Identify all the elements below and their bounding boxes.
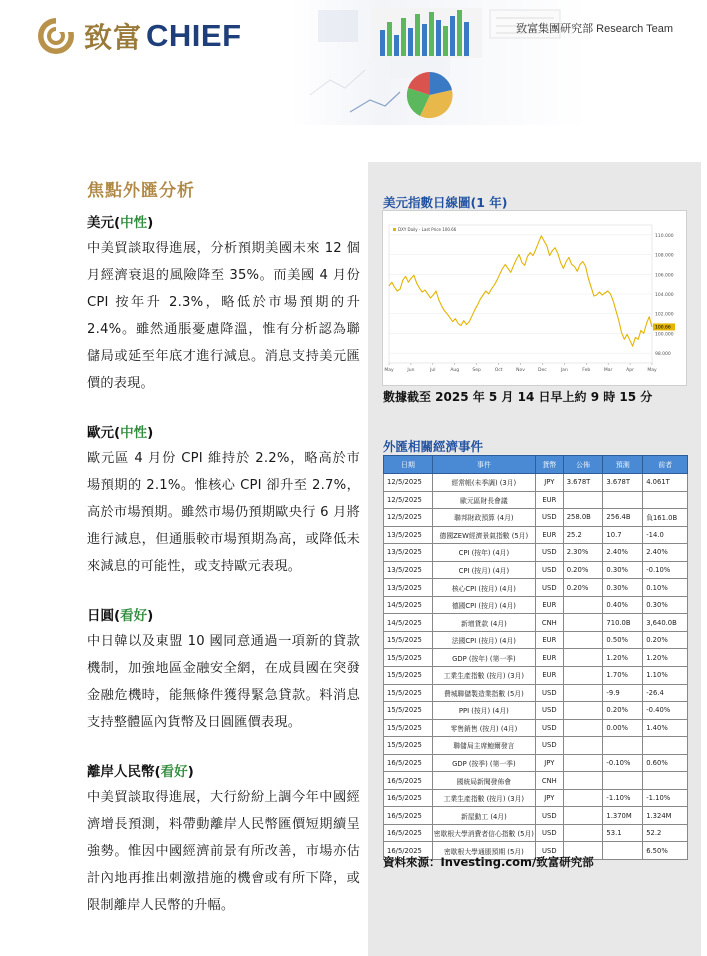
analysis-paragraph: 中日韓以及東盟 10 國同意通過一項新的貸款機制，加強地區金融安全網，在成員國在突發金融危機時，能無條件獲得緊急貸款。料消息支持整體區內貨幣及日圓匯價表現。 bbox=[87, 634, 360, 730]
table-cell: 新屋動工 (4月) bbox=[432, 807, 535, 825]
table-cell: 工業生產指數 (按月) (3月) bbox=[432, 789, 535, 807]
data-side-panel bbox=[368, 162, 701, 956]
table-cell: 1.20% bbox=[643, 649, 688, 667]
table-row bbox=[384, 702, 688, 720]
table-cell: -0.10% bbox=[603, 754, 643, 772]
table-cell: USD bbox=[535, 824, 563, 842]
x-tick-label: Mar bbox=[603, 368, 613, 373]
table-cell bbox=[563, 491, 603, 509]
table-row bbox=[384, 491, 688, 509]
table-cell: 密歇根大學消費者信心指數 (5月) bbox=[432, 824, 535, 842]
table-cell: 0.50% bbox=[603, 631, 643, 649]
table-cell: 52.2 bbox=[643, 824, 688, 842]
table-cell: 16/5/2025 bbox=[384, 842, 433, 860]
legend-swatch bbox=[393, 228, 396, 231]
table-cell bbox=[563, 754, 603, 772]
x-tick-label: May bbox=[647, 368, 657, 373]
table-cell bbox=[563, 824, 603, 842]
table-cell: USD bbox=[535, 544, 563, 562]
table-row bbox=[384, 684, 688, 702]
x-tick-label: Aug bbox=[450, 368, 460, 373]
analysis-paragraph: 歐元區 4 月份 CPI 維持於 2.2%，略高於市場預期的 2.1%。惟核心 CPI 卻升至 2.7%，高於市場預期。雖然市場仍預期歐央行 6 月將進行減息，但通脹較市場預期為高，或降低未來減息的可能性，或支持歐元表現。 bbox=[87, 451, 360, 574]
table-cell: 15/5/2025 bbox=[384, 684, 433, 702]
table-cell bbox=[563, 614, 603, 632]
table-cell: JPY bbox=[535, 474, 563, 492]
table-cell: 12/5/2025 bbox=[384, 491, 433, 509]
table-row bbox=[384, 789, 688, 807]
table-cell bbox=[563, 596, 603, 614]
table-row bbox=[384, 596, 688, 614]
table-cell: EUR bbox=[535, 596, 563, 614]
table-cell: 2.40% bbox=[643, 544, 688, 562]
table-cell: 13/5/2025 bbox=[384, 526, 433, 544]
analysis-paragraph: 中美貿談取得進展，大行紛紛上調今年中國經濟增長預測，料帶動離岸人民幣匯價短期續呈強勢。惟因中國經濟前景有所改善，市場亦估計內地再推出刺激措施的機會或有所下降，或限制離岸人民幣的升幅。 bbox=[87, 790, 360, 913]
economic-events-table bbox=[383, 455, 688, 860]
x-tick-label: Oct bbox=[494, 368, 503, 373]
y-tick-label: 102.000 bbox=[655, 312, 674, 318]
table-cell: 歐元區財長會議 bbox=[432, 491, 535, 509]
table-cell bbox=[563, 789, 603, 807]
table-cell: 258.0B bbox=[563, 509, 603, 527]
currency-name: 日圓 bbox=[87, 608, 114, 624]
column-header: 預測 bbox=[603, 456, 643, 474]
x-tick-label: Sep bbox=[472, 368, 481, 373]
currency-block-jpy bbox=[87, 606, 360, 736]
table-row bbox=[384, 649, 688, 667]
table-row bbox=[384, 719, 688, 737]
column-header: 公佈 bbox=[563, 456, 603, 474]
currency-name: 離岸人民幣 bbox=[87, 764, 155, 780]
table-cell: 法國CPI (按月) (4月) bbox=[432, 631, 535, 649]
report-header bbox=[0, 0, 707, 130]
table-cell: -26.4 bbox=[643, 684, 688, 702]
y-tick-label: 98.000 bbox=[655, 352, 671, 358]
dxy-line-chart bbox=[383, 211, 686, 385]
table-cell: GDP (按季) (第一季) bbox=[432, 754, 535, 772]
currency-name: 歐元 bbox=[87, 425, 114, 441]
currency-block-eur bbox=[87, 423, 360, 580]
x-tick-label: Apr bbox=[626, 368, 634, 373]
table-cell: 256.4B bbox=[603, 509, 643, 527]
table-cell: 10.7 bbox=[603, 526, 643, 544]
table-cell bbox=[643, 491, 688, 509]
table-cell: USD bbox=[535, 702, 563, 720]
table-cell bbox=[563, 772, 603, 790]
table-cell: 15/5/2025 bbox=[384, 737, 433, 755]
column-header: 貨幣 bbox=[535, 456, 563, 474]
table-cell: 1.70% bbox=[603, 667, 643, 685]
table-cell: 53.1 bbox=[603, 824, 643, 842]
table-cell: USD bbox=[535, 737, 563, 755]
table-cell: 2.40% bbox=[603, 544, 643, 562]
table-cell bbox=[563, 631, 603, 649]
table-row bbox=[384, 807, 688, 825]
y-tick-label: 104.000 bbox=[655, 293, 674, 298]
stance-tag: 中性 bbox=[120, 425, 148, 441]
table-cell: CNH bbox=[535, 614, 563, 632]
table-cell: 13/5/2025 bbox=[384, 579, 433, 597]
x-tick-label: Dec bbox=[538, 368, 547, 373]
table-row bbox=[384, 737, 688, 755]
table-cell: 聯邦財政預算 (4月) bbox=[432, 509, 535, 527]
logo-chinese-text: 致富 bbox=[84, 21, 143, 54]
column-header: 前者 bbox=[643, 456, 688, 474]
table-cell: 16/5/2025 bbox=[384, 807, 433, 825]
currency-heading: 日圓(看好) bbox=[87, 608, 154, 624]
table-cell bbox=[563, 667, 603, 685]
table-cell: 13/5/2025 bbox=[384, 561, 433, 579]
table-cell: EUR bbox=[535, 649, 563, 667]
header-decoration-charts bbox=[290, 0, 590, 125]
table-cell: 3.678T bbox=[563, 474, 603, 492]
stance-tag: 看好 bbox=[120, 608, 148, 624]
section-title: 焦點外匯分析 bbox=[87, 181, 195, 201]
table-cell: 密歇根大學通脹預期 (5月) bbox=[432, 842, 535, 860]
table-cell: -0.10% bbox=[643, 561, 688, 579]
table-cell: 核心CPI (按月) (4月) bbox=[432, 579, 535, 597]
table-cell: 15/5/2025 bbox=[384, 702, 433, 720]
table-cell: 國統局新聞發佈會 bbox=[432, 772, 535, 790]
table-cell: 0.20% bbox=[563, 561, 603, 579]
table-cell: 德國CPI (按月) (4月) bbox=[432, 596, 535, 614]
table-cell: 2.30% bbox=[563, 544, 603, 562]
table-cell: CNH bbox=[535, 772, 563, 790]
table-cell bbox=[603, 737, 643, 755]
table-cell: 0.10% bbox=[643, 579, 688, 597]
table-cell: 1.10% bbox=[643, 667, 688, 685]
table-row bbox=[384, 544, 688, 562]
table-cell: 0.20% bbox=[643, 631, 688, 649]
table-cell: PPI (按月) (4月) bbox=[432, 702, 535, 720]
table-cell: EUR bbox=[535, 667, 563, 685]
table-cell: 0.30% bbox=[643, 596, 688, 614]
events-table-body bbox=[384, 474, 688, 860]
data-as-of-note: 數據截至 2025 年 5 月 14 日早上約 9 時 15 分 bbox=[383, 390, 653, 404]
table-row bbox=[384, 614, 688, 632]
table-cell bbox=[643, 737, 688, 755]
stance-tag: 看好 bbox=[160, 764, 188, 780]
table-cell: 15/5/2025 bbox=[384, 649, 433, 667]
table-cell: USD bbox=[535, 509, 563, 527]
table-row bbox=[384, 667, 688, 685]
table-row bbox=[384, 754, 688, 772]
stance-tag: 中性 bbox=[120, 215, 148, 231]
table-cell: 4.061T bbox=[643, 474, 688, 492]
table-row bbox=[384, 631, 688, 649]
analysis-paragraph: 中美貿談取得進展，分析預期美國未來 12 個月經濟衰退的風險降至 35%。而美國 4 月份 CPI 按年升 2.3%，略低於市場預期的升 2.4%。雖然通脹憂慮降溫，惟有分析認為聯儲局或延至年底才進行減息。消息支持美元匯價的表現。 bbox=[87, 241, 360, 391]
currency-heading: 歐元(中性) bbox=[87, 425, 154, 441]
x-tick-label: Feb bbox=[582, 368, 591, 373]
table-cell bbox=[603, 491, 643, 509]
table-cell: USD bbox=[535, 579, 563, 597]
events-title: 外匯相關經濟事件 bbox=[383, 439, 484, 454]
fx-analysis-column bbox=[87, 176, 360, 945]
table-cell: 1.20% bbox=[603, 649, 643, 667]
table-cell bbox=[563, 702, 603, 720]
chart-title: 美元指數日線圖(1 年) bbox=[383, 195, 508, 210]
table-cell: 0.60% bbox=[643, 754, 688, 772]
currency-block-cnh bbox=[87, 762, 360, 919]
table-cell: 0.20% bbox=[603, 702, 643, 720]
logo-english-text: CHIEF bbox=[146, 18, 242, 53]
table-cell: 聯儲局主席鮑爾發言 bbox=[432, 737, 535, 755]
table-cell: 費城聯儲製造業指數 (5月) bbox=[432, 684, 535, 702]
table-cell: 15/5/2025 bbox=[384, 631, 433, 649]
table-row bbox=[384, 561, 688, 579]
table-cell: 14/5/2025 bbox=[384, 596, 433, 614]
table-cell: EUR bbox=[535, 491, 563, 509]
x-tick-label: May bbox=[384, 368, 394, 373]
table-cell bbox=[643, 772, 688, 790]
y-tick-label: 110.000 bbox=[655, 233, 674, 239]
table-row bbox=[384, 526, 688, 544]
table-cell: JPY bbox=[535, 789, 563, 807]
table-cell: EUR bbox=[535, 631, 563, 649]
table-cell: 0.20% bbox=[563, 579, 603, 597]
currency-name: 美元 bbox=[87, 215, 114, 231]
table-row bbox=[384, 474, 688, 492]
table-cell: 1.370M bbox=[603, 807, 643, 825]
column-header: 事件 bbox=[432, 456, 535, 474]
x-tick-label: Jul bbox=[430, 368, 436, 373]
column-header: 日期 bbox=[384, 456, 433, 474]
table-cell bbox=[603, 842, 643, 860]
table-cell: -1.10% bbox=[643, 789, 688, 807]
table-cell: 3,640.0B bbox=[643, 614, 688, 632]
x-tick-label: Jan bbox=[560, 368, 568, 373]
page-footer-clipped bbox=[0, 944, 120, 956]
table-cell: USD bbox=[535, 807, 563, 825]
table-cell: 0.30% bbox=[603, 561, 643, 579]
table-cell: CPI (按年) (4月) bbox=[432, 544, 535, 562]
currency-heading: 美元(中性) bbox=[87, 215, 154, 231]
y-tick-label: 100.000 bbox=[655, 332, 674, 338]
table-cell: 16/5/2025 bbox=[384, 824, 433, 842]
table-cell: 14/5/2025 bbox=[384, 614, 433, 632]
table-cell: 13/5/2025 bbox=[384, 544, 433, 562]
table-row bbox=[384, 509, 688, 527]
y-tick-label: 106.000 bbox=[655, 273, 674, 279]
table-cell: JPY bbox=[535, 754, 563, 772]
table-cell: 0.00% bbox=[603, 719, 643, 737]
research-team-label: 致富集團研究部 Research Team bbox=[516, 23, 673, 35]
table-cell: 6.50% bbox=[643, 842, 688, 860]
source-note: 資料來源：Investing.com/致富研究部 bbox=[383, 855, 594, 869]
table-row bbox=[384, 772, 688, 790]
table-cell: 新增貸款 (4月) bbox=[432, 614, 535, 632]
table-cell bbox=[563, 684, 603, 702]
table-cell: GDP (按年) (第一季) bbox=[432, 649, 535, 667]
table-cell bbox=[563, 737, 603, 755]
table-cell: 16/5/2025 bbox=[384, 772, 433, 790]
table-cell: 12/5/2025 bbox=[384, 474, 433, 492]
table-cell: 3.678T bbox=[603, 474, 643, 492]
x-tick-label: Nov bbox=[516, 368, 525, 373]
table-cell: -14.0 bbox=[643, 526, 688, 544]
table-cell: 工業生產指數 (按月) (3月) bbox=[432, 667, 535, 685]
x-tick-label: Jun bbox=[407, 368, 415, 373]
table-cell: -1.10% bbox=[603, 789, 643, 807]
table-cell: 16/5/2025 bbox=[384, 789, 433, 807]
table-cell: 德國ZEW經濟景氣指數 (5月) bbox=[432, 526, 535, 544]
table-cell: EUR bbox=[535, 526, 563, 544]
table-cell: 負161.0B bbox=[643, 509, 688, 527]
table-cell: 經常帳(未季調) (3月) bbox=[432, 474, 535, 492]
company-logo bbox=[36, 16, 242, 56]
table-cell: -0.40% bbox=[643, 702, 688, 720]
table-cell: 25.2 bbox=[563, 526, 603, 544]
table-cell: USD bbox=[535, 684, 563, 702]
table-cell: USD bbox=[535, 719, 563, 737]
table-cell: 15/5/2025 bbox=[384, 719, 433, 737]
table-cell: CPI (按月) (4月) bbox=[432, 561, 535, 579]
table-cell: 12/5/2025 bbox=[384, 509, 433, 527]
last-value-label: 100.66 bbox=[655, 325, 671, 331]
table-cell: 16/5/2025 bbox=[384, 754, 433, 772]
table-cell bbox=[563, 719, 603, 737]
currency-block-usd bbox=[87, 213, 360, 397]
table-cell bbox=[603, 772, 643, 790]
table-row bbox=[384, 579, 688, 597]
table-cell: 15/5/2025 bbox=[384, 667, 433, 685]
table-row bbox=[384, 824, 688, 842]
table-cell: USD bbox=[535, 842, 563, 860]
table-header-row bbox=[384, 456, 688, 474]
table-cell: 0.30% bbox=[603, 579, 643, 597]
currency-heading: 離岸人民幣(看好) bbox=[87, 764, 194, 780]
table-cell: USD bbox=[535, 561, 563, 579]
table-cell: 0.40% bbox=[603, 596, 643, 614]
dxy-chart-frame bbox=[382, 210, 687, 386]
y-tick-label: 108.000 bbox=[655, 253, 674, 259]
legend-label: DXY Daily - Last Price 100.66 bbox=[398, 227, 457, 232]
logo-mark-icon bbox=[36, 16, 76, 56]
table-cell: -9.9 bbox=[603, 684, 643, 702]
table-cell bbox=[563, 649, 603, 667]
table-cell: 710.0B bbox=[603, 614, 643, 632]
table-cell bbox=[563, 807, 603, 825]
table-cell: 1.40% bbox=[643, 719, 688, 737]
table-cell: 1.324M bbox=[643, 807, 688, 825]
table-cell: 零售銷售 (按月) (4月) bbox=[432, 719, 535, 737]
